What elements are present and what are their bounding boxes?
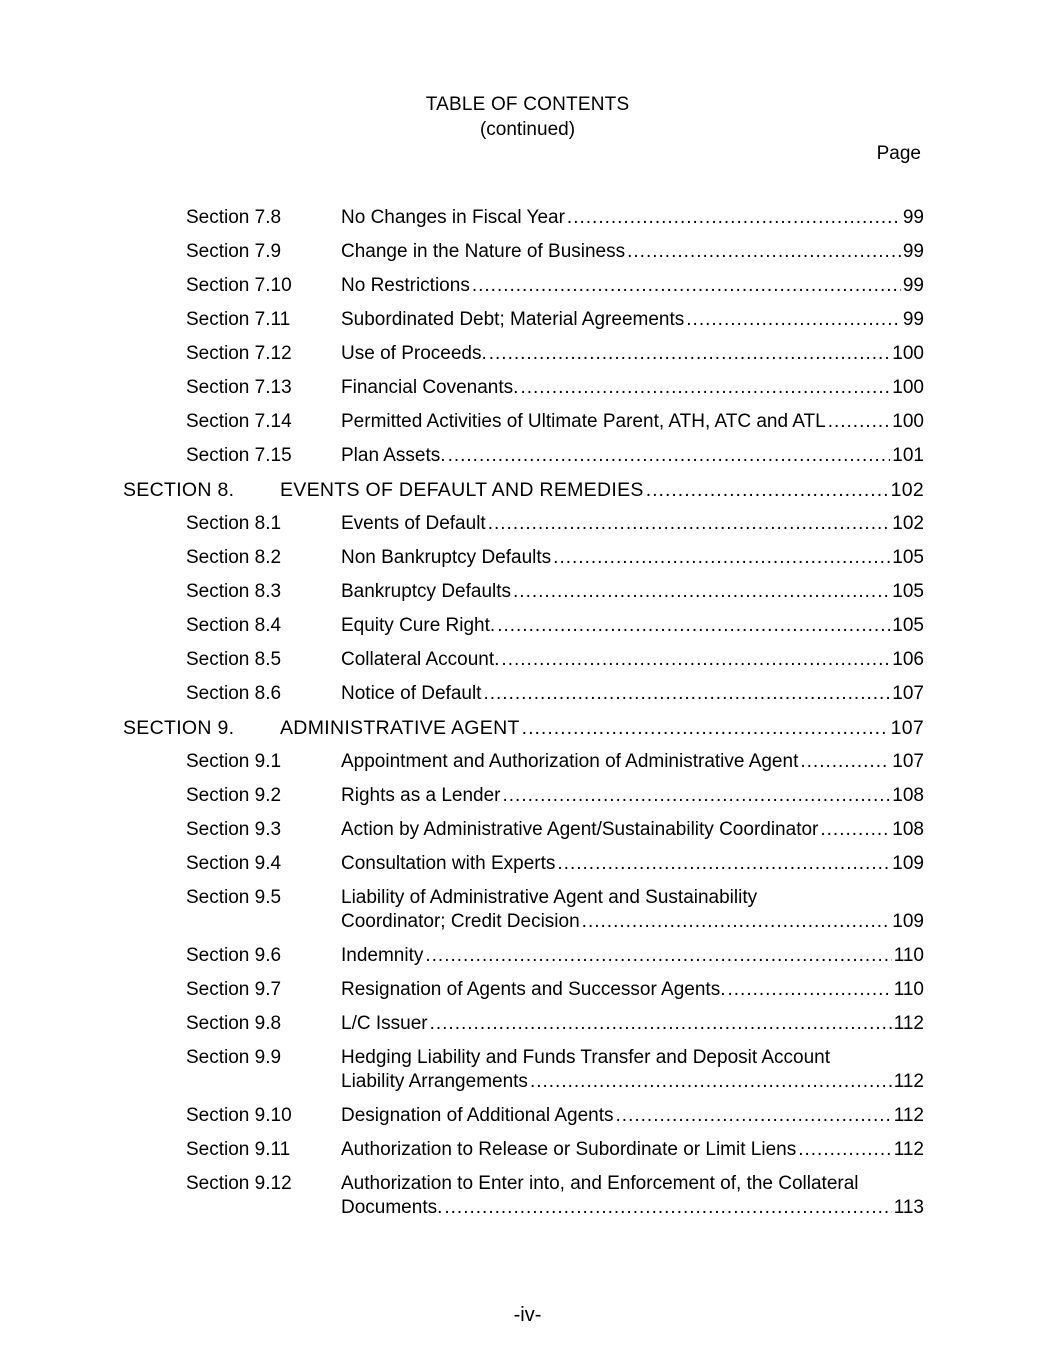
toc-entry-number: Section 9.4 xyxy=(186,853,282,874)
toc-entry[interactable] xyxy=(0,1172,1055,1230)
page-number-footer: -iv- xyxy=(513,1304,542,1326)
toc-entry[interactable] xyxy=(0,1046,1055,1104)
page-title: TABLE OF CONTENTS xyxy=(425,94,630,115)
toc-entry-title xyxy=(341,376,924,400)
toc-section-heading[interactable] xyxy=(0,716,1055,750)
toc-entry-title-text: Liability Arrangements xyxy=(341,1071,528,1092)
toc-entry-page-number: 107 xyxy=(890,717,924,739)
toc-entry[interactable] xyxy=(0,342,1055,376)
dot-leader xyxy=(582,910,891,934)
toc-entry[interactable] xyxy=(0,580,1055,614)
dot-leader xyxy=(686,308,901,332)
toc-entry-number: Section 9.10 xyxy=(186,1105,292,1126)
toc-entry-title xyxy=(341,648,924,672)
toc-entry[interactable] xyxy=(0,886,1055,944)
toc-section-heading[interactable] xyxy=(0,478,1055,512)
toc-entry-title-text: Bankruptcy Defaults xyxy=(341,581,512,602)
toc-entry[interactable] xyxy=(0,944,1055,978)
toc-entry-page-number: 102 xyxy=(890,479,924,501)
dot-leader xyxy=(430,1012,892,1036)
toc-entry-page-number: 112 xyxy=(893,1139,924,1160)
toc-entry-number: Section 9.1 xyxy=(186,751,282,772)
toc-entry-page-number: 107 xyxy=(892,751,924,772)
toc-entry[interactable] xyxy=(0,1104,1055,1138)
toc-entry-title xyxy=(341,818,924,842)
toc-entry-page-number: 109 xyxy=(892,911,924,932)
toc-entry[interactable] xyxy=(0,682,1055,716)
toc-entry-title-text: Financial Covenants. xyxy=(341,377,519,398)
toc-entry-title xyxy=(341,1138,924,1162)
toc-entry-number: Section 9.8 xyxy=(186,1013,282,1034)
dot-leader xyxy=(501,648,890,672)
toc-entry-title xyxy=(341,750,924,774)
toc-entry-title xyxy=(341,614,924,638)
dot-leader xyxy=(800,750,890,774)
toc-entry[interactable] xyxy=(0,1012,1055,1046)
toc-entry-number: Section 8.3 xyxy=(186,581,282,602)
toc-entry-page-number: 101 xyxy=(892,445,924,466)
toc-entry-number: Section 9.9 xyxy=(186,1047,282,1068)
toc-entry-page-number: 108 xyxy=(892,819,924,840)
dot-leader xyxy=(646,478,889,502)
toc-entry-title xyxy=(280,716,924,740)
toc-entry-title-text: Designation of Additional Agents xyxy=(341,1105,614,1126)
toc-entry-number: Section 7.12 xyxy=(186,343,292,364)
dot-leader xyxy=(522,716,889,740)
toc-entry-title-text: No Changes in Fiscal Year xyxy=(341,207,565,228)
toc-entry-title xyxy=(341,240,924,264)
toc-entry-title-text: Change in the Nature of Business xyxy=(341,241,626,262)
toc-entry-title-text: Collateral Account. xyxy=(341,649,500,670)
toc-entry-title xyxy=(280,478,924,502)
toc-entry-title xyxy=(341,944,924,968)
toc-entry-title-text: Permitted Activities of Ultimate Parent, ATH, ATC and ATL xyxy=(341,411,826,432)
toc-entry-page-number: 105 xyxy=(892,615,924,636)
toc-entry-title-text: Hedging Liability and Funds Transfer and Deposit Account xyxy=(341,1047,831,1068)
dot-leader xyxy=(727,978,891,1002)
toc-entry-page-number: 109 xyxy=(892,853,924,874)
toc-entry-number: SECTION 9. xyxy=(123,717,235,739)
dot-leader xyxy=(553,546,890,570)
toc-entry[interactable] xyxy=(0,648,1055,682)
toc-entry-number: Section 9.11 xyxy=(186,1139,291,1160)
toc-entry-number: Section 9.3 xyxy=(186,819,282,840)
dot-leader xyxy=(448,444,891,468)
toc-entry-title-text: Liability of Administrative Agent and Sustainability xyxy=(341,887,758,908)
toc-entry-number: Section 7.8 xyxy=(186,207,282,228)
toc-entry-title-text: Rights as a Lender xyxy=(341,785,501,806)
toc-entry-page-number: 112 xyxy=(893,1105,924,1126)
toc-entry-title xyxy=(341,512,924,536)
toc-entry[interactable] xyxy=(0,512,1055,546)
toc-entry-number: Section 8.5 xyxy=(186,649,282,670)
toc-entry-title xyxy=(341,886,924,934)
dot-leader xyxy=(820,818,890,842)
dot-leader xyxy=(489,342,891,366)
toc-entry[interactable] xyxy=(0,546,1055,580)
toc-entry-title xyxy=(341,784,924,808)
toc-entry-page-number: 112 xyxy=(893,1071,924,1092)
toc-entry-title-text: Non Bankruptcy Defaults xyxy=(341,547,552,568)
toc-entry-number: Section 9.6 xyxy=(186,945,282,966)
toc-entry-page-number: 107 xyxy=(892,683,924,704)
toc-entry-page-number: 110 xyxy=(893,945,924,966)
toc-entry-title-text: Equity Cure Right. xyxy=(341,615,496,636)
toc-entry-title-text: Action by Administrative Agent/Sustainability Coordinator xyxy=(341,819,819,840)
toc-entry-number: Section 9.5 xyxy=(186,887,282,908)
toc-entry-page-number: 99 xyxy=(902,207,924,228)
page-subtitle: (continued) xyxy=(479,119,576,140)
toc-entry-title xyxy=(341,546,924,570)
toc-entry-title xyxy=(341,444,924,468)
toc-entry-title-text: Notice of Default xyxy=(341,683,482,704)
toc-entry-title xyxy=(341,852,924,876)
dot-leader xyxy=(567,206,901,230)
toc-entry[interactable] xyxy=(0,852,1055,886)
toc-entry-number: Section 7.15 xyxy=(186,445,292,466)
toc-entry-title xyxy=(341,308,924,332)
dot-leader xyxy=(798,1138,892,1162)
toc-entry-number: Section 7.13 xyxy=(186,377,292,398)
toc-entry-title-text: Documents. xyxy=(341,1197,443,1218)
toc-entry[interactable] xyxy=(0,750,1055,784)
toc-entry-page-number: 100 xyxy=(892,343,924,364)
toc-entry[interactable] xyxy=(0,818,1055,852)
toc-entry-title xyxy=(341,342,924,366)
toc-entry-page-number: 113 xyxy=(893,1197,924,1218)
dot-leader xyxy=(828,410,891,434)
dot-leader xyxy=(497,614,890,638)
dot-leader xyxy=(483,682,890,706)
toc-entry-title xyxy=(341,1104,924,1128)
dot-leader xyxy=(444,1196,891,1220)
toc-entry-title xyxy=(341,580,924,604)
toc-entry-page-number: 106 xyxy=(892,649,924,670)
toc-entry-page-number: 100 xyxy=(892,377,924,398)
toc-entry-number: Section 8.2 xyxy=(186,547,282,568)
toc-entry-title-text: Use of Proceeds. xyxy=(341,343,487,364)
toc-entry[interactable] xyxy=(0,240,1055,274)
dot-leader xyxy=(488,512,891,536)
toc-entry-page-number: 100 xyxy=(892,411,924,432)
toc-entry-title-text: ADMINISTRATIVE AGENT xyxy=(280,717,520,739)
toc-entry-title-text: Indemnity xyxy=(341,945,424,966)
dot-leader xyxy=(472,274,901,298)
toc-entry[interactable] xyxy=(0,978,1055,1012)
dot-leader xyxy=(513,580,890,604)
toc-entry-title-text: Authorization to Release or Subordinate or Limit Liens xyxy=(341,1139,797,1160)
toc-entry-title-text: EVENTS OF DEFAULT AND REMEDIES xyxy=(280,479,644,501)
toc-entry-page-number: 112 xyxy=(893,1013,924,1034)
toc-entry-number: Section 9.12 xyxy=(186,1173,292,1194)
dot-leader xyxy=(530,1070,892,1094)
toc-entry-page-number: 105 xyxy=(892,581,924,602)
toc-entry-number: Section 7.11 xyxy=(186,309,291,330)
toc-entry-title-text: Appointment and Authorization of Administrative Agent xyxy=(341,751,799,772)
toc-entry[interactable] xyxy=(0,206,1055,240)
dot-leader xyxy=(520,376,890,400)
toc-entry-number: Section 9.7 xyxy=(186,979,282,1000)
toc-entry-number: Section 8.4 xyxy=(186,615,282,636)
toc-entry-number: Section 8.6 xyxy=(186,683,282,704)
toc-entry-page-number: 99 xyxy=(902,241,924,262)
toc-entry-title-text: Plan Assets. xyxy=(341,445,446,466)
toc-entry-title xyxy=(341,410,924,434)
toc-entry-page-number: 108 xyxy=(892,785,924,806)
toc-entry-page-number: 102 xyxy=(892,513,924,534)
toc-entry[interactable] xyxy=(0,376,1055,410)
toc-entry[interactable] xyxy=(0,784,1055,818)
dot-leader xyxy=(425,944,891,968)
dot-leader xyxy=(503,784,891,808)
toc-entry[interactable] xyxy=(0,444,1055,478)
toc-entry[interactable] xyxy=(0,614,1055,648)
toc-entry-title-text: Resignation of Agents and Successor Agents. xyxy=(341,979,726,1000)
toc-entry-title xyxy=(341,206,924,230)
toc-entry-title-text: Consultation with Experts xyxy=(341,853,556,874)
toc-entry-number: Section 7.9 xyxy=(186,241,282,262)
toc-entry[interactable] xyxy=(0,274,1055,308)
page-column-label: Page xyxy=(876,143,921,164)
toc-entry-title xyxy=(341,274,924,298)
toc-entry-title xyxy=(341,1046,924,1094)
toc-entry-number: Section 9.2 xyxy=(186,785,282,806)
toc-entry[interactable] xyxy=(0,410,1055,444)
toc-entry-title-text: Coordinator; Credit Decision xyxy=(341,911,580,932)
toc-entry-title-text: Authorization to Enter into, and Enforcement of, the Collateral xyxy=(341,1173,859,1194)
dot-leader xyxy=(616,1104,892,1128)
toc-entry-page-number: 99 xyxy=(902,275,924,296)
toc-entry-title xyxy=(341,1172,924,1220)
toc-entry-number: Section 7.14 xyxy=(186,411,292,432)
toc-entry-title-text: L/C Issuer xyxy=(341,1013,428,1034)
toc-entry-number: SECTION 8. xyxy=(123,479,235,501)
toc-entry[interactable] xyxy=(0,1138,1055,1172)
toc-entry-number: Section 7.10 xyxy=(186,275,292,296)
toc-entry-title xyxy=(341,682,924,706)
dot-leader xyxy=(557,852,890,876)
dot-leader xyxy=(627,240,901,264)
toc-entry-number: Section 8.1 xyxy=(186,513,282,534)
toc-entry-title xyxy=(341,1012,924,1036)
toc-entry-title-text: Events of Default xyxy=(341,513,486,534)
table-of-contents xyxy=(0,206,1055,1230)
toc-entry-title xyxy=(341,978,924,1002)
toc-entry[interactable] xyxy=(0,308,1055,342)
toc-entry-page-number: 105 xyxy=(892,547,924,568)
toc-entry-page-number: 110 xyxy=(893,979,924,1000)
toc-entry-page-number: 99 xyxy=(902,309,924,330)
toc-entry-title-text: Subordinated Debt; Material Agreements xyxy=(341,309,685,330)
toc-entry-title-text: No Restrictions xyxy=(341,275,470,296)
